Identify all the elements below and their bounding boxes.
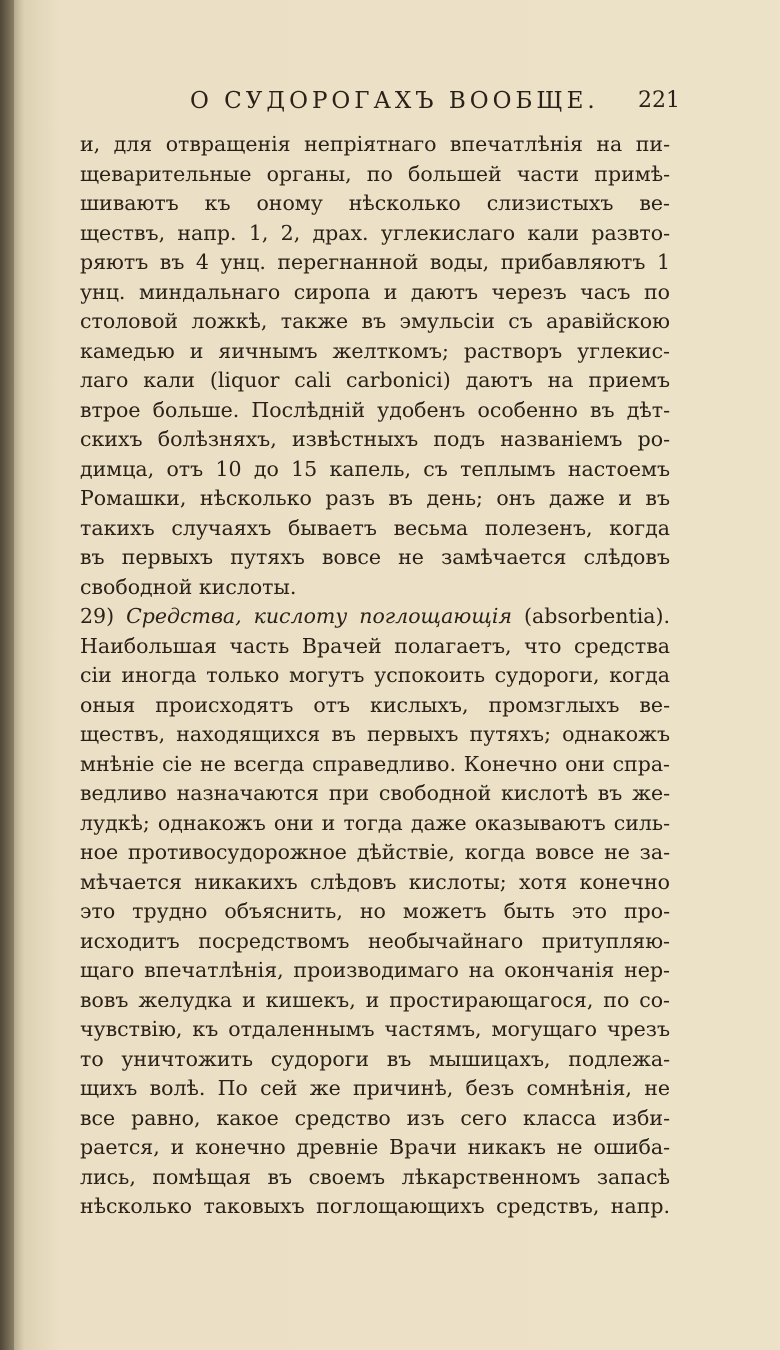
text-line: мѣчается никакихъ слѣдовъ кислоты; хотя конечно <box>80 869 670 894</box>
text-line: скихъ болѣзняхъ, извѣстныхъ подъ названіемъ ро- <box>80 427 670 451</box>
page-header <box>80 88 680 118</box>
text-line: втрое больше. Послѣдній удобенъ особенно въ дѣт- <box>80 397 670 422</box>
text-line: ряютъ въ 4 унц. перегнанной воды, прибавляютъ 1 <box>80 250 670 274</box>
text-line: вовъ желудка и кишекъ, и простирающагося, по со- <box>80 987 670 1012</box>
book-spine-shadow <box>0 0 14 1350</box>
text-line: такихъ случаяхъ бываетъ весьма полезенъ, когда <box>80 515 670 540</box>
text-line: ществъ, находящихся въ первыхъ путяхъ; однакожъ <box>80 722 670 746</box>
body-text <box>80 130 670 1222</box>
text-line: унц. миндальнаго сиропа и даютъ черезъ часъ по <box>80 279 670 304</box>
text-line: ное противосудорожное дѣйствіе, когда вовсе не за- <box>80 840 670 864</box>
running-title: О СУДОРОГАХЪ ВООБЩЕ. <box>190 88 599 114</box>
text-line: ществъ, напр. 1, 2, драх. углекислаго кали развто- <box>80 220 670 245</box>
text-line: лаго кали (liquor cali carbonici) даютъ на приемъ <box>80 368 670 392</box>
text-line: оныя происходятъ отъ кислыхъ, промзглыхъ ве- <box>80 692 670 717</box>
text-line: свободной кислоты. <box>80 574 297 599</box>
section-latin-term: (absorbentia). <box>524 604 670 628</box>
text-line: это трудно объяснить, но можетъ быть это про- <box>80 899 670 923</box>
text-line: щеварительные органы, по большей части примѣ- <box>80 161 670 186</box>
text-line: Ромашки, нѣсколько разъ въ день; онъ даже и въ <box>80 486 670 510</box>
text-line: щихъ волѣ. По сей же причинѣ, безъ сомнѣнія, не <box>80 1076 670 1100</box>
section-title: Средства, кислоту поглощающія <box>126 604 512 628</box>
text-line: ведливо назначаются при свободной кислотѣ въ же- <box>80 781 670 805</box>
text-line: и, для отвращенія непріятнаго впечатлѣнія на пи- <box>80 132 670 156</box>
page-number: 221 <box>638 88 680 113</box>
text-line: рается, и конечно древніе Врачи никакъ не ошиба- <box>80 1135 670 1159</box>
section-heading-line <box>80 602 670 632</box>
text-line: въ первыхъ путяхъ вовсе не замѣчается слѣдовъ <box>80 545 670 569</box>
section-number: 29) <box>80 604 115 628</box>
text-line: лудкѣ; однакожъ они и тогда даже оказываютъ силь- <box>80 810 670 835</box>
text-line: столовой ложкѣ, также въ эмульсіи съ аравійскою <box>80 309 670 333</box>
text-line: лись, помѣщая въ своемъ лѣкарственномъ запасѣ <box>80 1164 670 1189</box>
text-line: димца, отъ 10 до 15 капель, съ теплымъ настоемъ <box>80 456 670 481</box>
text-line: мнѣніе сіе не всегда справедливо. Конечно они спра- <box>80 751 670 776</box>
text-line: камедью и яичнымъ желткомъ; растворъ углекис- <box>80 338 670 363</box>
text-line: сіи иногда только могутъ успокоить судороги, когда <box>80 663 670 687</box>
text-line: то уничтожить судороги въ мышицахъ, подлежа- <box>80 1046 670 1071</box>
text-line: шиваютъ къ оному нѣсколько слизистыхъ ве- <box>80 191 670 215</box>
text-line: нѣсколько таковыхъ поглощающихъ средствъ, напр. <box>80 1194 670 1218</box>
text-line: щаго впечатлѣнія, производимаго на окончанія нер- <box>80 958 670 982</box>
text-line: чувствію, къ отдаленнымъ частямъ, могущаго чрезъ <box>80 1017 670 1041</box>
text-line: все равно, какое средство изъ сего класса изби- <box>80 1105 670 1130</box>
text-line: исходитъ посредствомъ необычайнаго притупляю- <box>80 928 670 953</box>
text-line: Наибольшая часть Врачей полагаетъ, что средства <box>80 633 670 658</box>
